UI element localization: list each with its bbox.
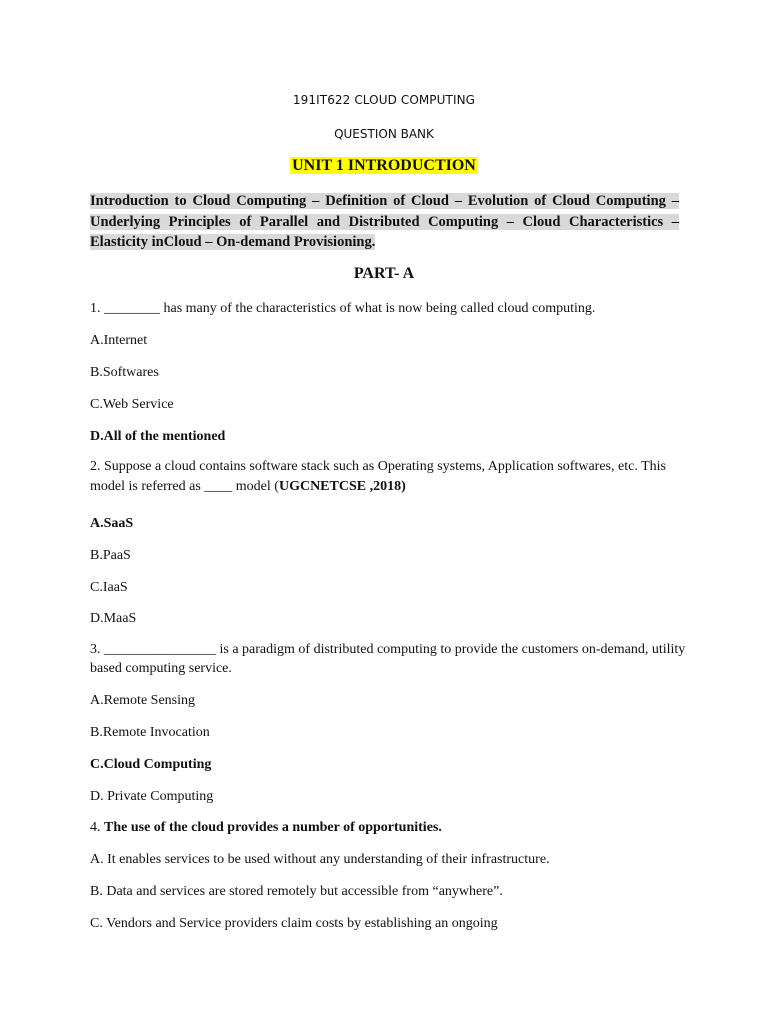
q3-option-d: D. Private Computing bbox=[90, 789, 214, 804]
unit-heading bbox=[0, 157, 768, 175]
question-4-text: The use of the cloud provides a number of opportunities. bbox=[104, 820, 442, 835]
question-4-number: 4. bbox=[90, 820, 104, 835]
q1-option-d-answer: D.All of the mentioned bbox=[90, 429, 226, 444]
q2-option-a-answer: A.SaaS bbox=[90, 516, 134, 531]
syllabus-highlight: Introduction to Cloud Computing – Definition of Cloud – Evolution of Cloud Computing – Underlying Principles of Parallel and Distributed Computing – Cloud Characteristics – Elasticity inCloud – On-demand Provisioning. bbox=[90, 193, 679, 250]
q2-option-d: D.MaaS bbox=[90, 611, 137, 626]
part-heading: PART- A bbox=[353, 265, 415, 282]
q1-option-c: C.Web Service bbox=[90, 397, 174, 412]
question-2-line-2 bbox=[90, 477, 690, 497]
question-2-line-1: 2. Suppose a cloud contains software stack such as Operating systems, Application softwares, etc. This bbox=[90, 459, 666, 474]
q2-option-b: B.PaaS bbox=[90, 548, 131, 563]
q3-option-c-answer: C.Cloud Computing bbox=[90, 757, 212, 772]
question-2-source: UGCNETCSE ,2018) bbox=[278, 479, 406, 494]
unit-heading-highlight: UNIT 1 INTRODUCTION bbox=[292, 157, 476, 174]
course-title: 191IT622 CLOUD COMPUTING bbox=[292, 93, 476, 107]
question-3-line-1: 3. ________________ is a paradigm of distributed computing to provide the customers on-demand, utility bbox=[90, 642, 686, 657]
question-4 bbox=[90, 818, 690, 838]
question-2-text: model is referred as ____ model ( bbox=[90, 479, 279, 494]
q4-option-a: A. It enables services to be used without any understanding of their infrastructure. bbox=[90, 852, 550, 867]
q2-option-c: C.IaaS bbox=[90, 580, 128, 595]
q3-option-b: B.Remote Invocation bbox=[90, 725, 210, 740]
q4-option-b: B. Data and services are stored remotely but accessible from “anywhere”. bbox=[90, 884, 503, 899]
question-1: 1. ________ has many of the characteristics of what is now being called cloud computing. bbox=[90, 301, 596, 316]
question-bank-title: QUESTION BANK bbox=[334, 127, 434, 141]
q1-option-a: A.Internet bbox=[90, 333, 148, 348]
syllabus-topics bbox=[90, 191, 679, 253]
q1-option-b: B.Softwares bbox=[90, 365, 159, 380]
q3-option-a: A.Remote Sensing bbox=[90, 693, 195, 708]
q4-option-c: C. Vendors and Service providers claim costs by establishing an ongoing bbox=[90, 916, 498, 931]
question-3-line-2: based computing service. bbox=[90, 661, 232, 676]
